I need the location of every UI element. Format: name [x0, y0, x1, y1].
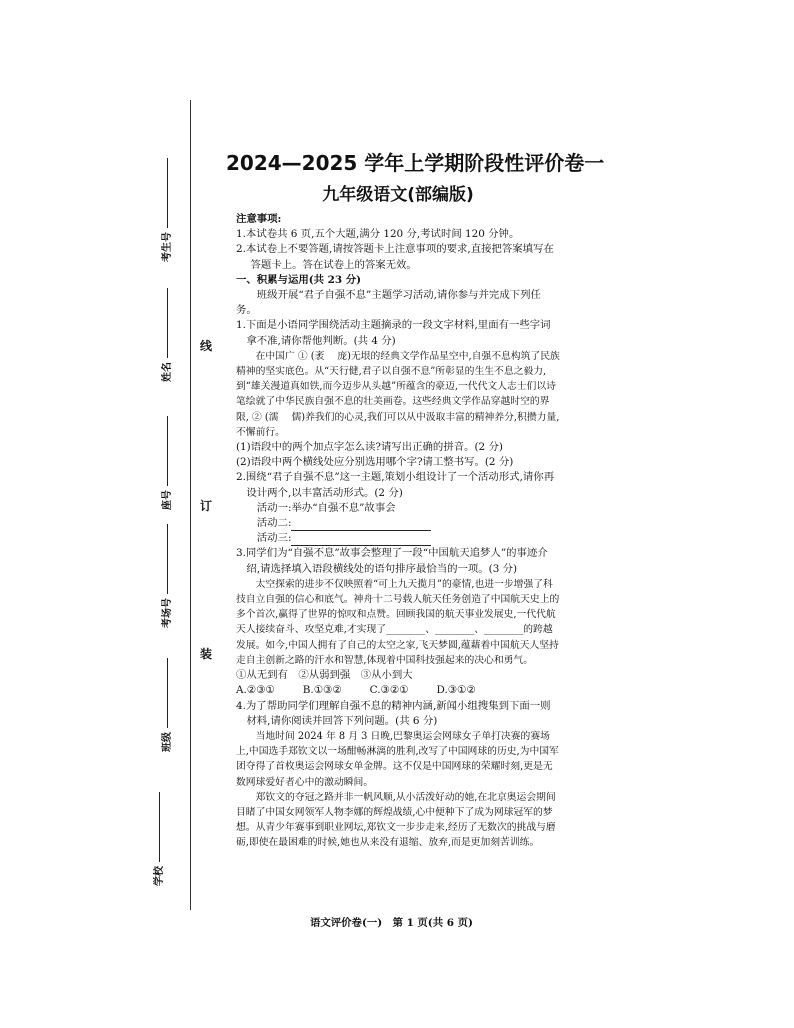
- activity-label: 活动三:: [256, 532, 292, 545]
- page-title: 2024—2025 学年上学期阶段性评价卷一: [226, 151, 605, 175]
- question-1-stem: 1.下面是小语同学围绕活动主题摘录的一段文字材料,里面有一些字词拿不准,请你帮他判断。(共 4 分): [236, 319, 551, 347]
- question-3-choices: ①从无到有 ②从弱到强 ③从小到大: [236, 669, 413, 682]
- activity-3: [236, 531, 560, 546]
- page-footer: 语文评价卷(一) 第 1 页(共 6 页): [310, 917, 473, 929]
- answer-blank: [291, 535, 431, 546]
- field-seat-no: [158, 416, 173, 510]
- cut-mark-line: 线: [200, 339, 213, 353]
- field-school: [150, 792, 165, 886]
- option-d: D.③①②: [436, 684, 476, 697]
- cut-mark-bind: 装: [200, 647, 213, 661]
- activity-2: [236, 516, 560, 531]
- question-1-sub-2: (2)语段中两个横线处应分别选用哪个字?请工整书写。(2 分): [236, 456, 514, 469]
- field-candidate-no: [158, 158, 173, 262]
- question-4-stem: 4.为了帮助同学们理解自强不息的精神内涵,新闻小组搜集到下面一则材料,请你阅读并回答下列问题。(共 6 分): [236, 699, 551, 727]
- exam-content: [226, 150, 605, 851]
- option-c: C.③②①: [369, 684, 409, 697]
- field-label: 班级: [162, 732, 173, 752]
- activity-1: 活动一:举办“自强不息”故事会: [256, 501, 396, 514]
- activity-label: 活动二:: [256, 517, 292, 530]
- question-4-para-2: 郑钦文的夺冠之路并非一帆风顺,从小活泼好动的她,在北京奥运会期间目睹了中国女网领军人物李娜的辉煌战绩,心中便种下了成为网球冠军的梦想。从青少年赛事到职业网坛,郑钦文一步步走来,经历了无数次的挑战与磨砺,即使在最困难的时候,她也从来没有退缩、放弃,而是更加刻苦训练。: [236, 791, 556, 849]
- question-2-stem: 2.围绕“君子自强不息”这一主题,策划小组设计了一个活动形式,请你再设计两个,以丰富活动形式。(2 分): [236, 471, 555, 499]
- notice-item: 2.本试卷上不要答题,请按答题卡上注意事项的要求,直接把答案填写在答题卡上。答在试卷上的答案无效。: [236, 243, 554, 271]
- question-1-passage: 在中国广 ① (袤 庞)无垠的经典文学作品星空中,自强不息构筑了民族精神的坚实底色。从“天行健,君子以自强不息”所彰显的生生不息之毅力,到“雄关漫道真如铁,而今迈步从头越”所蕴含的豪迈,一代代文人志士们以诗笔绘就了中华民族自强不息的壮美画卷。这些经典文学作品穿越时空的界限, ② (濡 儒)养我们的心灵,我们可以从中汲取丰富的精神养分,积攒力量,不懈前行。: [236, 350, 560, 438]
- field-label: 座号: [162, 490, 173, 510]
- field-class: [158, 658, 173, 752]
- binding-line: [190, 100, 191, 910]
- field-name: [158, 288, 173, 382]
- question-3-stem: 3.同学们为“自强不息”故事会整理了一段“中国航天追梦人”的事迹介绍,请选择填入语段横线处的语句排序最恰当的一项。(3 分): [236, 547, 548, 575]
- section-heading: 一、积累与运用(共 23 分): [236, 273, 362, 286]
- option-b: B.①③②: [302, 684, 342, 697]
- field-exam-room: [158, 524, 173, 628]
- field-label: 学校: [154, 866, 165, 886]
- question-3-passage: 太空探索的进步不仅映照着“可上九天揽月”的豪情,也进一步增强了科技自立自强的信心和底气。神舟十二号载人航天任务创造了中国航天史上的多个首次,赢得了世界的惊叹和点赞。回顾我国的航天事业发展史,一代代航天人接续奋斗、攻坚克难,才实现了________、________、________的跨越发展。如今,中国人拥有了自己的太空之家,飞天梦圆,蕴藉着中国航天人坚持走自主创新之路的汗水和智慧,体现着中国科技强起来的决心和勇气。: [236, 578, 560, 666]
- question-3-options: [236, 683, 560, 698]
- section-intro: 班级开展“君子自强不息”主题学习活动,请你参与并完成下列任务。: [236, 289, 541, 317]
- field-label: 考生号: [162, 232, 173, 262]
- answer-blank: [291, 520, 431, 531]
- cut-mark-order: 订: [200, 499, 213, 513]
- notice-heading: 注意事项:: [236, 213, 282, 225]
- notice-item: 1.本试卷共 6 页,五个大题,满分 120 分,考试时间 120 分钟。: [236, 228, 520, 241]
- question-4-para-1: 当地时间 2024 年 8 月 3 日晚,巴黎奥运会网球女子单打决赛的赛场上,中国选手郑钦文以一场酣畅淋漓的胜利,改写了中国网球的历史,为中国军团夺得了首枚奥运会网球女单金牌。这不仅是中国网球的荣耀时刻,更是无数网球爱好者心中的激动瞬间。: [236, 730, 559, 788]
- page-subtitle: 九年级语文(部编版): [322, 185, 474, 205]
- question-1-sub-1: (1)语段中的两个加点字怎么读?请写出正确的拼音。(2 分): [236, 441, 503, 454]
- field-label: 考场号: [162, 598, 173, 628]
- field-label: 姓名: [162, 362, 173, 382]
- option-a: A.②③①: [236, 684, 275, 697]
